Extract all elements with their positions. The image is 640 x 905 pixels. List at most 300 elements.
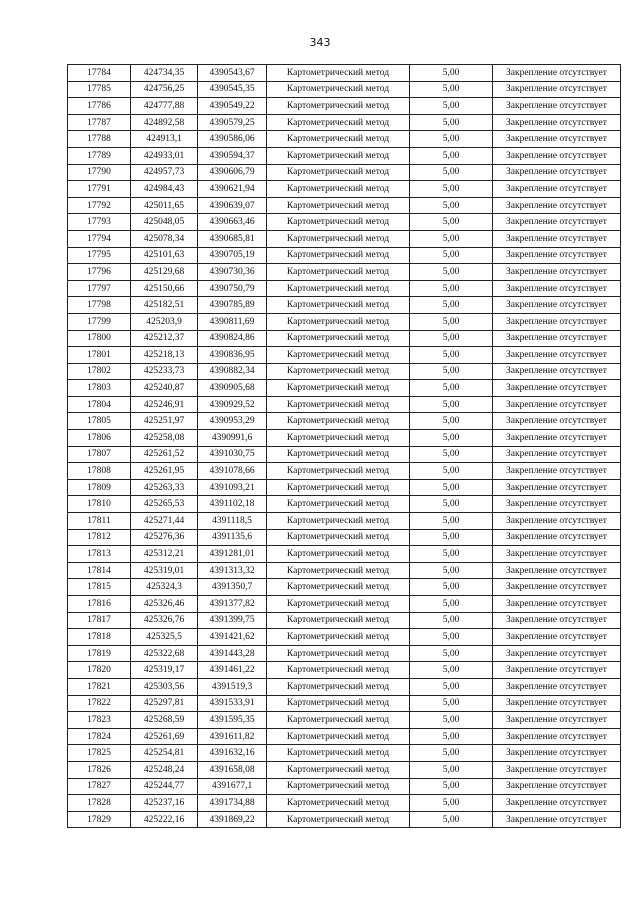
- table-row: [68, 629, 621, 646]
- fixation-cell: Закрепление отсутствует: [493, 745, 621, 762]
- x-coordinate-cell: 425218,13: [131, 347, 198, 364]
- y-coordinate-cell: 4390663,46: [198, 214, 267, 231]
- x-coordinate-cell: 425254,81: [131, 745, 198, 762]
- y-coordinate-cell: 4390811,69: [198, 313, 267, 330]
- point-number-cell: 17806: [68, 430, 131, 447]
- y-coordinate-cell: 4391078,66: [198, 463, 267, 480]
- fixation-cell: Закрепление отсутствует: [493, 579, 621, 596]
- x-coordinate-cell: 425326,76: [131, 612, 198, 629]
- fixation-cell: Закрепление отсутствует: [493, 546, 621, 563]
- point-number-cell: 17828: [68, 795, 131, 812]
- x-coordinate-cell: 425244,77: [131, 778, 198, 795]
- table-row: [68, 529, 621, 546]
- accuracy-cell: 5,00: [410, 413, 493, 430]
- method-cell: Картометрический метод: [267, 65, 410, 82]
- method-cell: Картометрический метод: [267, 363, 410, 380]
- y-coordinate-cell: 4391443,28: [198, 645, 267, 662]
- method-cell: Картометрический метод: [267, 562, 410, 579]
- x-coordinate-cell: 425048,05: [131, 214, 198, 231]
- point-number-cell: 17826: [68, 761, 131, 778]
- table-row: [68, 81, 621, 98]
- x-coordinate-cell: 425322,68: [131, 645, 198, 662]
- x-coordinate-cell: 425312,21: [131, 546, 198, 563]
- method-cell: Картометрический метод: [267, 181, 410, 198]
- table-row: [68, 164, 621, 181]
- y-coordinate-cell: 4390639,07: [198, 197, 267, 214]
- fixation-cell: Закрепление отсутствует: [493, 811, 621, 828]
- fixation-cell: Закрепление отсутствует: [493, 712, 621, 729]
- y-coordinate-cell: 4390905,68: [198, 380, 267, 397]
- x-coordinate-cell: 424892,58: [131, 114, 198, 131]
- fixation-cell: Закрепление отсутствует: [493, 662, 621, 679]
- fixation-cell: Закрепление отсутствует: [493, 479, 621, 496]
- fixation-cell: Закрепление отсутствует: [493, 65, 621, 82]
- point-number-cell: 17807: [68, 446, 131, 463]
- x-coordinate-cell: 425276,36: [131, 529, 198, 546]
- accuracy-cell: 5,00: [410, 761, 493, 778]
- method-cell: Картометрический метод: [267, 313, 410, 330]
- method-cell: Картометрический метод: [267, 695, 410, 712]
- y-coordinate-cell: 4390545,35: [198, 81, 267, 98]
- fixation-cell: Закрепление отсутствует: [493, 114, 621, 131]
- x-coordinate-cell: 425240,87: [131, 380, 198, 397]
- y-coordinate-cell: 4390991,6: [198, 430, 267, 447]
- point-number-cell: 17798: [68, 297, 131, 314]
- point-number-cell: 17809: [68, 479, 131, 496]
- table-row: [68, 662, 621, 679]
- accuracy-cell: 5,00: [410, 596, 493, 613]
- method-cell: Картометрический метод: [267, 280, 410, 297]
- x-coordinate-cell: 425101,63: [131, 247, 198, 264]
- fixation-cell: Закрепление отсутствует: [493, 645, 621, 662]
- fixation-cell: Закрепление отсутствует: [493, 181, 621, 198]
- table-row: [68, 280, 621, 297]
- fixation-cell: Закрепление отсутствует: [493, 131, 621, 148]
- x-coordinate-cell: 425326,46: [131, 596, 198, 613]
- method-cell: Картометрический метод: [267, 214, 410, 231]
- table-row: [68, 496, 621, 513]
- method-cell: Картометрический метод: [267, 811, 410, 828]
- fixation-cell: Закрепление отсутствует: [493, 230, 621, 247]
- accuracy-cell: 5,00: [410, 678, 493, 695]
- y-coordinate-cell: 4391281,01: [198, 546, 267, 563]
- accuracy-cell: 5,00: [410, 280, 493, 297]
- method-cell: Картометрический метод: [267, 479, 410, 496]
- fixation-cell: Закрепление отсутствует: [493, 247, 621, 264]
- fixation-cell: Закрепление отсутствует: [493, 396, 621, 413]
- x-coordinate-cell: 425319,17: [131, 662, 198, 679]
- fixation-cell: Закрепление отсутствует: [493, 98, 621, 115]
- x-coordinate-cell: 425265,53: [131, 496, 198, 513]
- method-cell: Картометрический метод: [267, 629, 410, 646]
- point-number-cell: 17815: [68, 579, 131, 596]
- accuracy-cell: 5,00: [410, 562, 493, 579]
- accuracy-cell: 5,00: [410, 380, 493, 397]
- point-number-cell: 17795: [68, 247, 131, 264]
- table-row: [68, 313, 621, 330]
- method-cell: Картометрический метод: [267, 463, 410, 480]
- y-coordinate-cell: 4391350,7: [198, 579, 267, 596]
- accuracy-cell: 5,00: [410, 247, 493, 264]
- y-coordinate-cell: 4391093,21: [198, 479, 267, 496]
- x-coordinate-cell: 425182,51: [131, 297, 198, 314]
- y-coordinate-cell: 4391118,5: [198, 513, 267, 530]
- x-coordinate-cell: 425324,3: [131, 579, 198, 596]
- y-coordinate-cell: 4391461,22: [198, 662, 267, 679]
- method-cell: Картометрический метод: [267, 529, 410, 546]
- method-cell: Картометрический метод: [267, 446, 410, 463]
- table-row: [68, 596, 621, 613]
- method-cell: Картометрический метод: [267, 745, 410, 762]
- y-coordinate-cell: 4391658,08: [198, 761, 267, 778]
- x-coordinate-cell: 425150,66: [131, 280, 198, 297]
- table-row: [68, 546, 621, 563]
- method-cell: Картометрический метод: [267, 430, 410, 447]
- method-cell: Картометрический метод: [267, 546, 410, 563]
- point-number-cell: 17817: [68, 612, 131, 629]
- point-number-cell: 17820: [68, 662, 131, 679]
- point-number-cell: 17792: [68, 197, 131, 214]
- fixation-cell: Закрепление отсутствует: [493, 562, 621, 579]
- method-cell: Картометрический метод: [267, 712, 410, 729]
- point-number-cell: 17816: [68, 596, 131, 613]
- table-row: [68, 430, 621, 447]
- method-cell: Картометрический метод: [267, 98, 410, 115]
- y-coordinate-cell: 4391734,88: [198, 795, 267, 812]
- y-coordinate-cell: 4390785,89: [198, 297, 267, 314]
- y-coordinate-cell: 4390750,79: [198, 280, 267, 297]
- x-coordinate-cell: 425246,91: [131, 396, 198, 413]
- table-row: [68, 197, 621, 214]
- y-coordinate-cell: 4391313,32: [198, 562, 267, 579]
- fixation-cell: Закрепление отсутствует: [493, 147, 621, 164]
- point-number-cell: 17812: [68, 529, 131, 546]
- method-cell: Картометрический метод: [267, 513, 410, 530]
- accuracy-cell: 5,00: [410, 131, 493, 148]
- y-coordinate-cell: 4391519,3: [198, 678, 267, 695]
- point-number-cell: 17810: [68, 496, 131, 513]
- point-number-cell: 17788: [68, 131, 131, 148]
- fixation-cell: Закрепление отсутствует: [493, 313, 621, 330]
- table-row: [68, 728, 621, 745]
- method-cell: Картометрический метод: [267, 114, 410, 131]
- x-coordinate-cell: 425248,24: [131, 761, 198, 778]
- x-coordinate-cell: 425251,97: [131, 413, 198, 430]
- method-cell: Картометрический метод: [267, 496, 410, 513]
- accuracy-cell: 5,00: [410, 147, 493, 164]
- y-coordinate-cell: 4390549,22: [198, 98, 267, 115]
- accuracy-cell: 5,00: [410, 463, 493, 480]
- accuracy-cell: 5,00: [410, 197, 493, 214]
- coordinates-table-body: [68, 65, 621, 828]
- y-coordinate-cell: 4390836,95: [198, 347, 267, 364]
- y-coordinate-cell: 4390685,81: [198, 230, 267, 247]
- fixation-cell: Закрепление отсутствует: [493, 380, 621, 397]
- method-cell: Картометрический метод: [267, 645, 410, 662]
- accuracy-cell: 5,00: [410, 612, 493, 629]
- method-cell: Картометрический метод: [267, 396, 410, 413]
- point-number-cell: 17800: [68, 330, 131, 347]
- x-coordinate-cell: 424777,88: [131, 98, 198, 115]
- point-number-cell: 17822: [68, 695, 131, 712]
- method-cell: Картометрический метод: [267, 612, 410, 629]
- accuracy-cell: 5,00: [410, 164, 493, 181]
- x-coordinate-cell: 425237,16: [131, 795, 198, 812]
- accuracy-cell: 5,00: [410, 645, 493, 662]
- fixation-cell: Закрепление отсутствует: [493, 795, 621, 812]
- method-cell: Картометрический метод: [267, 579, 410, 596]
- accuracy-cell: 5,00: [410, 230, 493, 247]
- fixation-cell: Закрепление отсутствует: [493, 297, 621, 314]
- point-number-cell: 17808: [68, 463, 131, 480]
- accuracy-cell: 5,00: [410, 396, 493, 413]
- method-cell: Картометрический метод: [267, 778, 410, 795]
- fixation-cell: Закрепление отсутствует: [493, 529, 621, 546]
- accuracy-cell: 5,00: [410, 181, 493, 198]
- method-cell: Картометрический метод: [267, 761, 410, 778]
- table-row: [68, 214, 621, 231]
- accuracy-cell: 5,00: [410, 778, 493, 795]
- point-number-cell: 17811: [68, 513, 131, 530]
- point-number-cell: 17813: [68, 546, 131, 563]
- accuracy-cell: 5,00: [410, 446, 493, 463]
- x-coordinate-cell: 425261,69: [131, 728, 198, 745]
- method-cell: Картометрический метод: [267, 728, 410, 745]
- point-number-cell: 17794: [68, 230, 131, 247]
- table-row: [68, 795, 621, 812]
- accuracy-cell: 5,00: [410, 811, 493, 828]
- fixation-cell: Закрепление отсутствует: [493, 164, 621, 181]
- fixation-cell: Закрепление отсутствует: [493, 778, 621, 795]
- method-cell: Картометрический метод: [267, 596, 410, 613]
- table-row: [68, 114, 621, 131]
- table-row: [68, 761, 621, 778]
- fixation-cell: Закрепление отсутствует: [493, 695, 621, 712]
- x-coordinate-cell: 425233,73: [131, 363, 198, 380]
- y-coordinate-cell: 4391677,1: [198, 778, 267, 795]
- table-row: [68, 380, 621, 397]
- x-coordinate-cell: 425203,9: [131, 313, 198, 330]
- y-coordinate-cell: 4391377,82: [198, 596, 267, 613]
- point-number-cell: 17786: [68, 98, 131, 115]
- accuracy-cell: 5,00: [410, 313, 493, 330]
- accuracy-cell: 5,00: [410, 363, 493, 380]
- x-coordinate-cell: 425129,68: [131, 264, 198, 281]
- point-number-cell: 17791: [68, 181, 131, 198]
- x-coordinate-cell: 425325,5: [131, 629, 198, 646]
- method-cell: Картометрический метод: [267, 380, 410, 397]
- point-number-cell: 17799: [68, 313, 131, 330]
- accuracy-cell: 5,00: [410, 629, 493, 646]
- point-number-cell: 17787: [68, 114, 131, 131]
- accuracy-cell: 5,00: [410, 330, 493, 347]
- y-coordinate-cell: 4390621,94: [198, 181, 267, 198]
- x-coordinate-cell: 424957,73: [131, 164, 198, 181]
- x-coordinate-cell: 425258,08: [131, 430, 198, 447]
- x-coordinate-cell: 425261,52: [131, 446, 198, 463]
- accuracy-cell: 5,00: [410, 479, 493, 496]
- fixation-cell: Закрепление отсутствует: [493, 430, 621, 447]
- accuracy-cell: 5,00: [410, 745, 493, 762]
- table-row: [68, 479, 621, 496]
- method-cell: Картометрический метод: [267, 678, 410, 695]
- x-coordinate-cell: 425222,16: [131, 811, 198, 828]
- fixation-cell: Закрепление отсутствует: [493, 330, 621, 347]
- table-row: [68, 413, 621, 430]
- y-coordinate-cell: 4390953,29: [198, 413, 267, 430]
- point-number-cell: 17784: [68, 65, 131, 82]
- coordinates-table: [67, 64, 621, 828]
- fixation-cell: Закрепление отсутствует: [493, 446, 621, 463]
- table-row: [68, 363, 621, 380]
- table-row: [68, 513, 621, 530]
- fixation-cell: Закрепление отсутствует: [493, 513, 621, 530]
- y-coordinate-cell: 4391135,6: [198, 529, 267, 546]
- method-cell: Картометрический метод: [267, 230, 410, 247]
- fixation-cell: Закрепление отсутствует: [493, 463, 621, 480]
- y-coordinate-cell: 4391595,35: [198, 712, 267, 729]
- accuracy-cell: 5,00: [410, 347, 493, 364]
- point-number-cell: 17827: [68, 778, 131, 795]
- fixation-cell: Закрепление отсутствует: [493, 81, 621, 98]
- method-cell: Картометрический метод: [267, 413, 410, 430]
- x-coordinate-cell: 425303,56: [131, 678, 198, 695]
- accuracy-cell: 5,00: [410, 81, 493, 98]
- table-row: [68, 247, 621, 264]
- accuracy-cell: 5,00: [410, 297, 493, 314]
- y-coordinate-cell: 4390579,25: [198, 114, 267, 131]
- table-row: [68, 579, 621, 596]
- accuracy-cell: 5,00: [410, 65, 493, 82]
- table-row: [68, 230, 621, 247]
- point-number-cell: 17790: [68, 164, 131, 181]
- x-coordinate-cell: 425268,59: [131, 712, 198, 729]
- x-coordinate-cell: 424933,01: [131, 147, 198, 164]
- point-number-cell: 17805: [68, 413, 131, 430]
- method-cell: Картометрический метод: [267, 164, 410, 181]
- point-number-cell: 17818: [68, 629, 131, 646]
- y-coordinate-cell: 4391421,62: [198, 629, 267, 646]
- accuracy-cell: 5,00: [410, 728, 493, 745]
- method-cell: Картометрический метод: [267, 297, 410, 314]
- table-row: [68, 297, 621, 314]
- y-coordinate-cell: 4390606,79: [198, 164, 267, 181]
- y-coordinate-cell: 4390594,37: [198, 147, 267, 164]
- table-row: [68, 446, 621, 463]
- fixation-cell: Закрепление отсутствует: [493, 612, 621, 629]
- method-cell: Картометрический метод: [267, 795, 410, 812]
- method-cell: Картометрический метод: [267, 264, 410, 281]
- fixation-cell: Закрепление отсутствует: [493, 347, 621, 364]
- point-number-cell: 17802: [68, 363, 131, 380]
- table-row: [68, 645, 621, 662]
- table-row: [68, 562, 621, 579]
- y-coordinate-cell: 4390929,52: [198, 396, 267, 413]
- fixation-cell: Закрепление отсутствует: [493, 596, 621, 613]
- point-number-cell: 17797: [68, 280, 131, 297]
- fixation-cell: Закрепление отсутствует: [493, 264, 621, 281]
- accuracy-cell: 5,00: [410, 98, 493, 115]
- table-row: [68, 778, 621, 795]
- point-number-cell: 17819: [68, 645, 131, 662]
- x-coordinate-cell: 424984,43: [131, 181, 198, 198]
- point-number-cell: 17825: [68, 745, 131, 762]
- fixation-cell: Закрепление отсутствует: [493, 728, 621, 745]
- fixation-cell: Закрепление отсутствует: [493, 280, 621, 297]
- table-row: [68, 330, 621, 347]
- method-cell: Картометрический метод: [267, 662, 410, 679]
- y-coordinate-cell: 4390586,06: [198, 131, 267, 148]
- y-coordinate-cell: 4390824,86: [198, 330, 267, 347]
- accuracy-cell: 5,00: [410, 795, 493, 812]
- y-coordinate-cell: 4391399,75: [198, 612, 267, 629]
- table-row: [68, 181, 621, 198]
- point-number-cell: 17814: [68, 562, 131, 579]
- method-cell: Картометрический метод: [267, 330, 410, 347]
- table-row: [68, 65, 621, 82]
- y-coordinate-cell: 4391632,16: [198, 745, 267, 762]
- y-coordinate-cell: 4391611,82: [198, 728, 267, 745]
- accuracy-cell: 5,00: [410, 114, 493, 131]
- fixation-cell: Закрепление отсутствует: [493, 496, 621, 513]
- point-number-cell: 17796: [68, 264, 131, 281]
- accuracy-cell: 5,00: [410, 214, 493, 231]
- y-coordinate-cell: 4391030,75: [198, 446, 267, 463]
- point-number-cell: 17829: [68, 811, 131, 828]
- table-row: [68, 745, 621, 762]
- table-row: [68, 147, 621, 164]
- point-number-cell: 17803: [68, 380, 131, 397]
- method-cell: Картометрический метод: [267, 81, 410, 98]
- y-coordinate-cell: 4390882,34: [198, 363, 267, 380]
- accuracy-cell: 5,00: [410, 546, 493, 563]
- y-coordinate-cell: 4391533,91: [198, 695, 267, 712]
- accuracy-cell: 5,00: [410, 579, 493, 596]
- y-coordinate-cell: 4391869,22: [198, 811, 267, 828]
- fixation-cell: Закрепление отсутствует: [493, 761, 621, 778]
- fixation-cell: Закрепление отсутствует: [493, 214, 621, 231]
- x-coordinate-cell: 425078,34: [131, 230, 198, 247]
- x-coordinate-cell: 425271,44: [131, 513, 198, 530]
- accuracy-cell: 5,00: [410, 430, 493, 447]
- x-coordinate-cell: 425011,65: [131, 197, 198, 214]
- accuracy-cell: 5,00: [410, 662, 493, 679]
- method-cell: Картометрический метод: [267, 347, 410, 364]
- table-row: [68, 347, 621, 364]
- point-number-cell: 17824: [68, 728, 131, 745]
- point-number-cell: 17801: [68, 347, 131, 364]
- y-coordinate-cell: 4390730,36: [198, 264, 267, 281]
- x-coordinate-cell: 424756,25: [131, 81, 198, 98]
- x-coordinate-cell: 424734,35: [131, 65, 198, 82]
- accuracy-cell: 5,00: [410, 513, 493, 530]
- table-row: [68, 264, 621, 281]
- table-row: [68, 612, 621, 629]
- accuracy-cell: 5,00: [410, 264, 493, 281]
- x-coordinate-cell: 425319,01: [131, 562, 198, 579]
- point-number-cell: 17823: [68, 712, 131, 729]
- accuracy-cell: 5,00: [410, 529, 493, 546]
- accuracy-cell: 5,00: [410, 712, 493, 729]
- x-coordinate-cell: 425212,37: [131, 330, 198, 347]
- table-row: [68, 811, 621, 828]
- method-cell: Картометрический метод: [267, 247, 410, 264]
- fixation-cell: Закрепление отсутствует: [493, 413, 621, 430]
- fixation-cell: Закрепление отсутствует: [493, 629, 621, 646]
- method-cell: Картометрический метод: [267, 131, 410, 148]
- point-number-cell: 17821: [68, 678, 131, 695]
- point-number-cell: 17793: [68, 214, 131, 231]
